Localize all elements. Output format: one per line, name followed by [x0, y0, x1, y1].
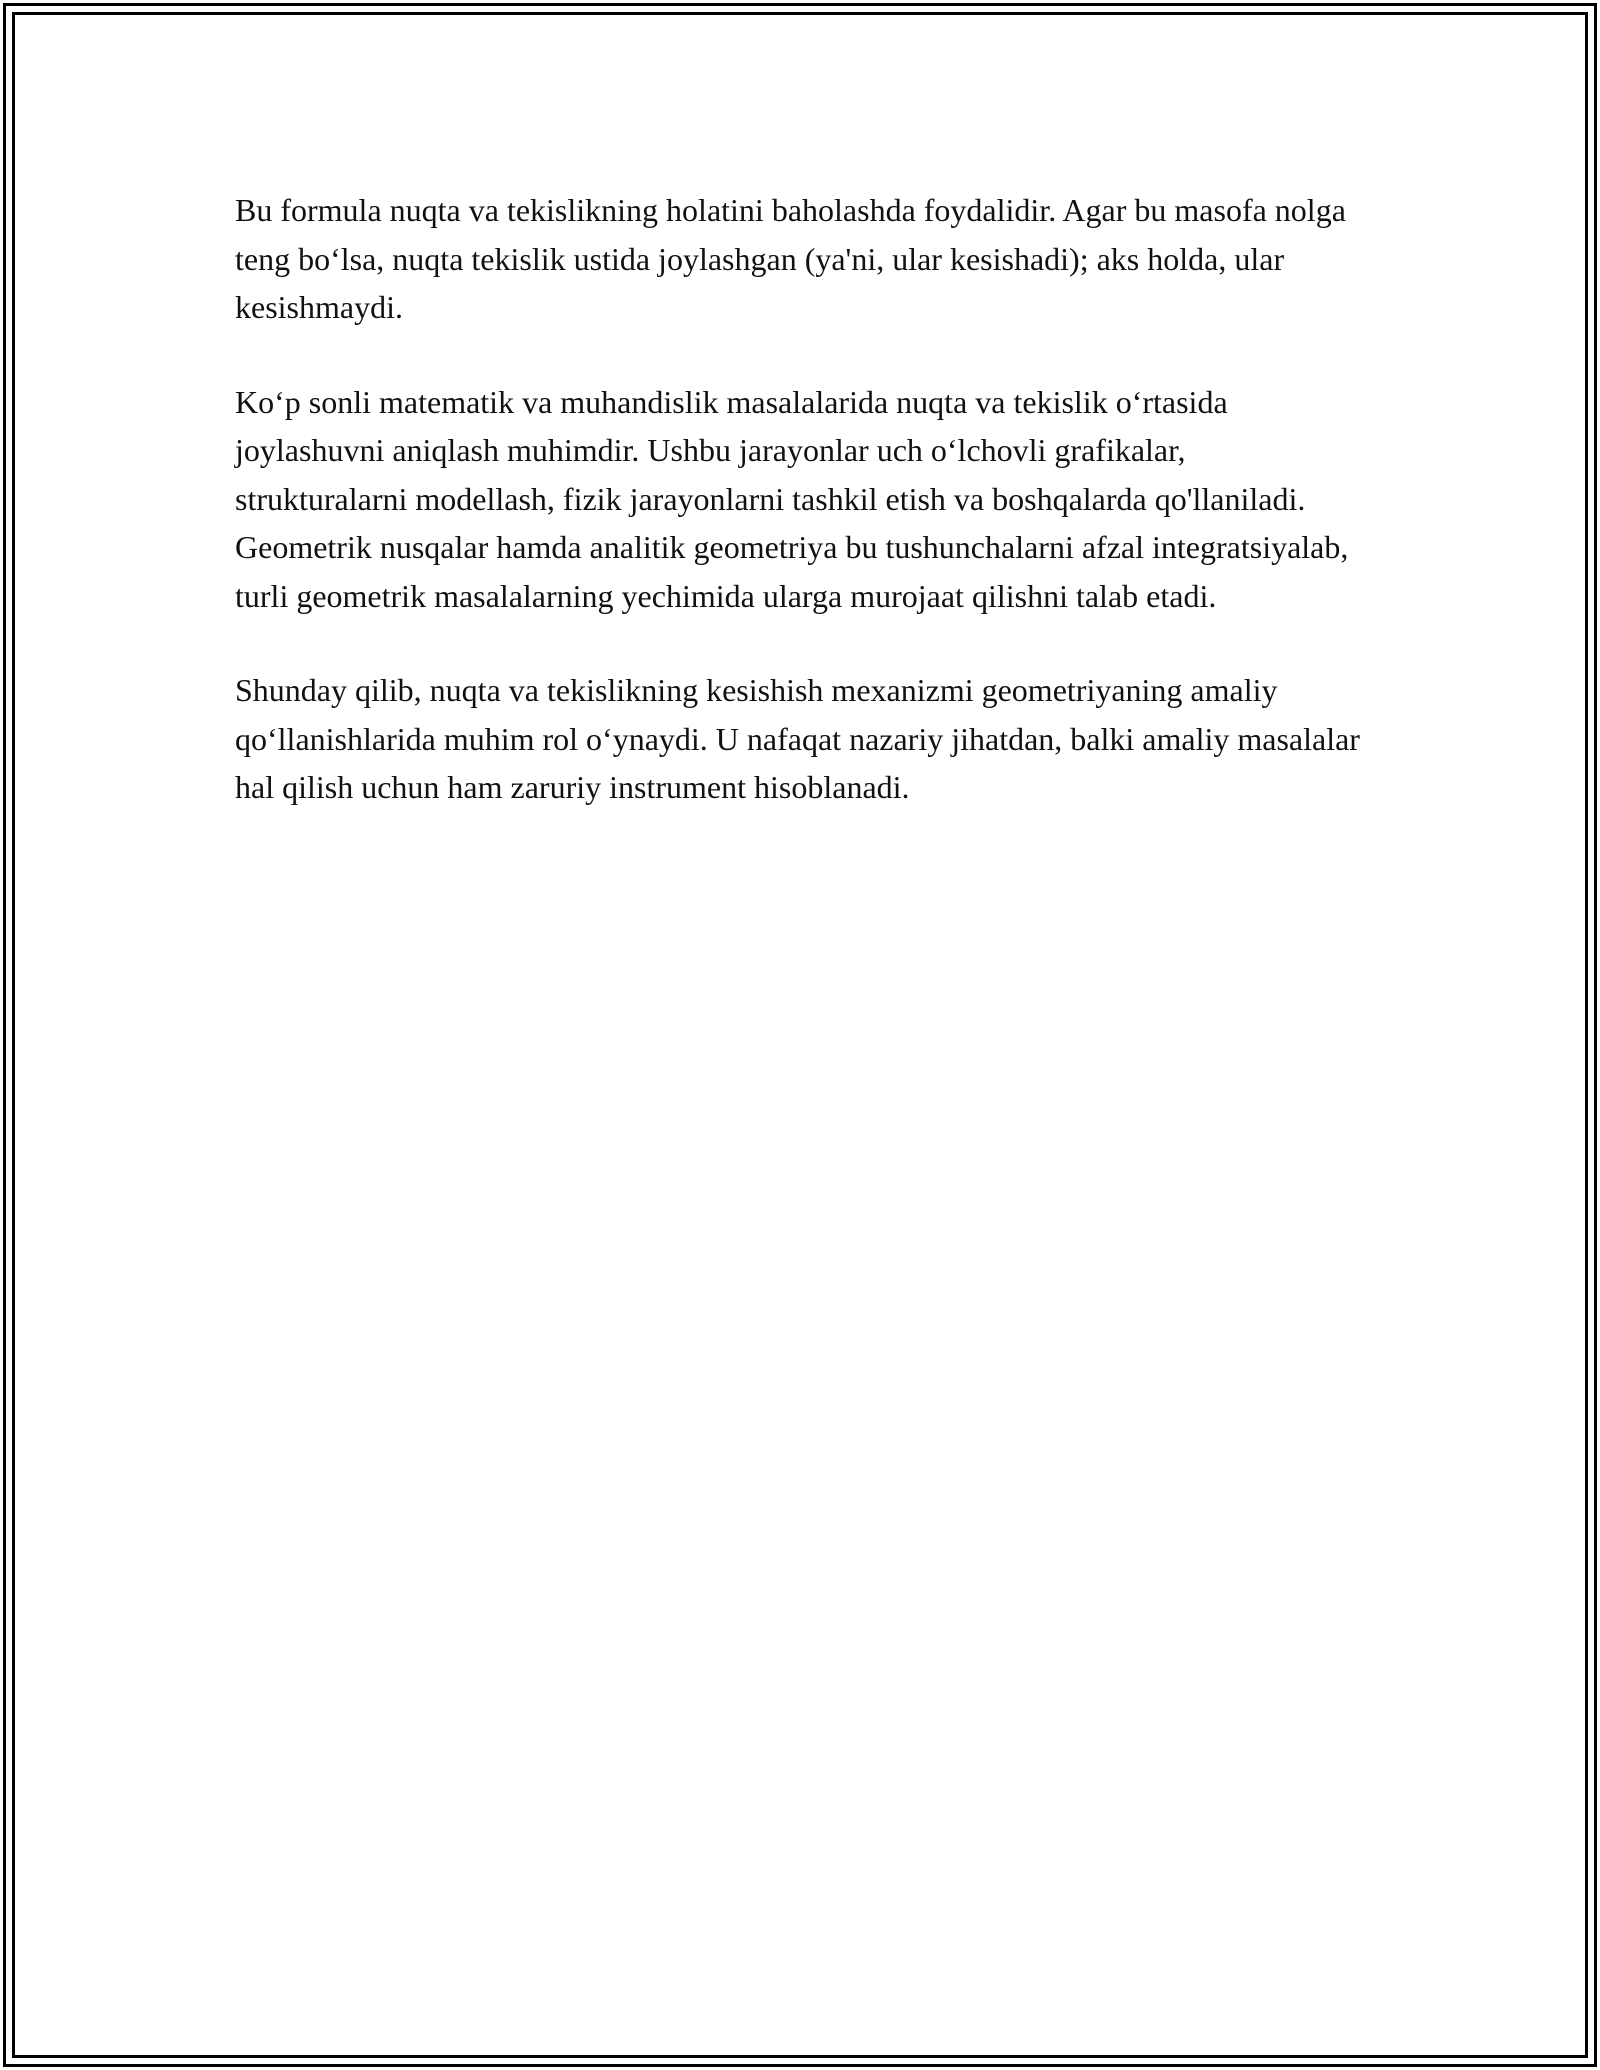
document-body: [235, 186, 1365, 858]
paragraph-1: Bu formula nuqta va tekislikning holatini baholashda foydalidir. Agar bu masofa nolga teng bo‘lsa, nuqta tekislik ustida joylashgan (ya'ni, ular kesishadi); aks holda, ular kesishmaydi.: [235, 192, 1346, 325]
paragraph-2: Ko‘p sonli matematik va muhandislik masalalarida nuqta va tekislik o‘rtasida joylashuvni aniqlash muhimdir. Ushbu jarayonlar uch o‘lchovli grafikalar, strukturalarni modellash, fizik jarayonlarni tashkil etish va boshqalarda qo'llaniladi. Geometrik nusqalar hamda analitik geometriya bu tushunchalarni afzal integratsiyalab, turli geometrik masalalarning yechimida ularga murojaat qilishni talab etadi.: [235, 383, 1349, 614]
paragraph-3: Shunday qilib, nuqta va tekislikning kesishish mexanizmi geometriyaning amaliy qo‘llanishlarida muhim rol o‘ynaydi. U nafaqat nazariy jihatdan, balki amaliy masalalar hal qilish uchun ham zaruriy instrument hisoblanadi.: [235, 672, 1360, 805]
